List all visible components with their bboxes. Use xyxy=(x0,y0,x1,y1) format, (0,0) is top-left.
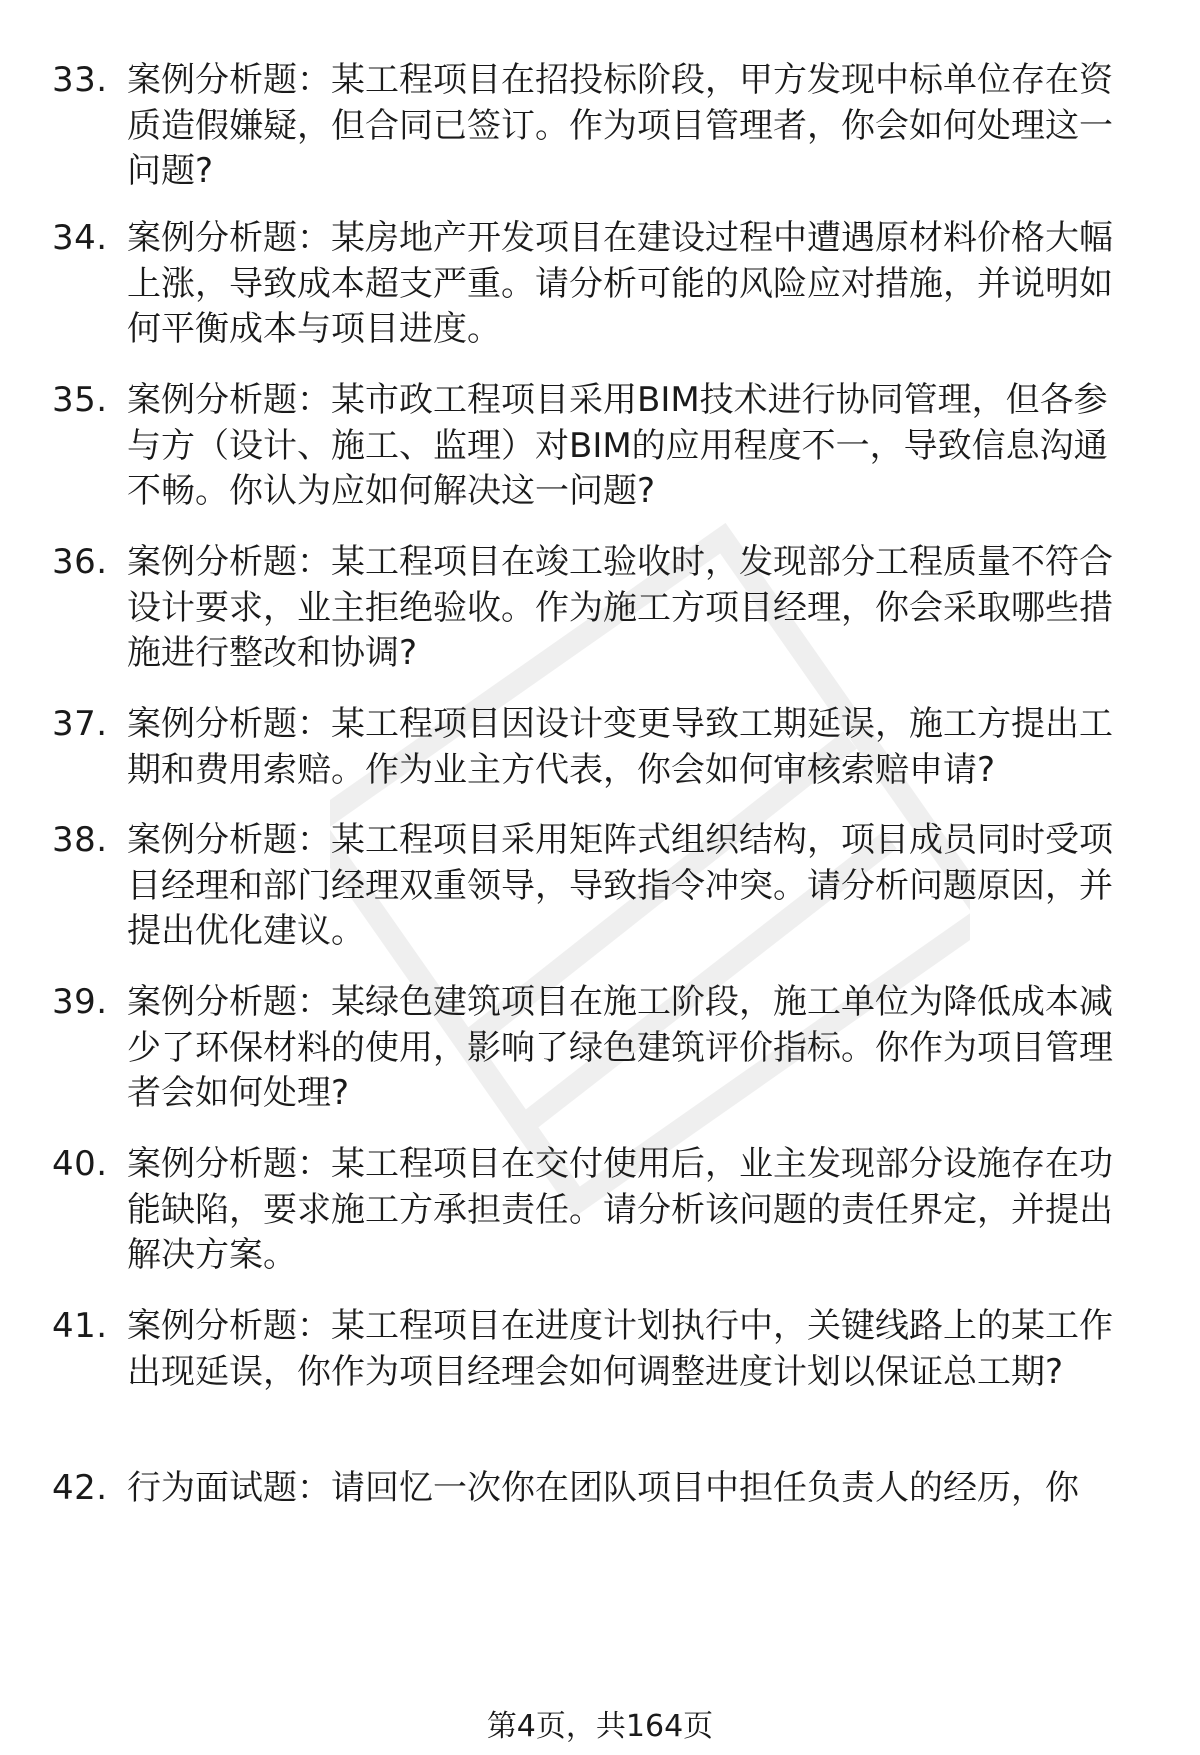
question-number: 36. xyxy=(52,542,108,582)
question-number: 35. xyxy=(52,380,108,420)
question-text: 案例分析题：某工程项目在竣工验收时，发现部分工程质量不符合设计要求，业主拒绝验收。作为施工方项目经理，你会采取哪些措施进行整改和协调? xyxy=(127,542,1113,673)
question-text: 案例分析题：某绿色建筑项目在施工阶段，施工单位为降低成本减少了环保材料的使用，影响了绿色建筑评价指标。你作为项目管理者会如何处理? xyxy=(127,982,1113,1113)
question-number: 33. xyxy=(52,60,108,100)
question-number: 42. xyxy=(52,1468,108,1508)
question-text: 案例分析题：某工程项目在交付使用后，业主发现部分设施存在功能缺陷，要求施工方承担责任。请分析该问题的责任界定，并提出解决方案。 xyxy=(127,1144,1113,1275)
question-text: 案例分析题：某工程项目因设计变更导致工期延误，施工方提出工期和费用索赔。作为业主方代表，你会如何审核索赔申请? xyxy=(127,704,1113,790)
question-number: 41. xyxy=(52,1306,108,1346)
question-text: 案例分析题：某市政工程项目采用BIM技术进行协同管理，但各参与方（设计、施工、监理）对BIM的应用程度不一，导致信息沟通不畅。你认为应如何解决这一问题? xyxy=(127,380,1108,511)
question-number: 34. xyxy=(52,218,108,258)
question-text: 案例分析题：某工程项目采用矩阵式组织结构，项目成员同时受项目经理和部门经理双重领导，导致指令冲突。请分析问题原因，并提出优化建议。 xyxy=(127,820,1113,951)
page-number-footer: 第4页，共164页 xyxy=(486,1709,714,1744)
question-number: 40. xyxy=(52,1144,108,1184)
question-number: 37. xyxy=(52,704,108,744)
question-text: 案例分析题：某工程项目在进度计划执行中，关键线路上的某工作出现延误，你作为项目经理会如何调整进度计划以保证总工期? xyxy=(127,1306,1113,1392)
question-text: 案例分析题：某房地产开发项目在建设过程中遭遇原材料价格大幅上涨，导致成本超支严重。请分析可能的风险应对措施，并说明如何平衡成本与项目进度。 xyxy=(127,218,1113,349)
question-text: 案例分析题：某工程项目在招投标阶段，甲方发现中标单位存在资质造假嫌疑，但合同已签订。作为项目管理者，你会如何处理这一问题? xyxy=(127,60,1113,191)
question-number: 38. xyxy=(52,820,108,860)
question-number: 39. xyxy=(52,982,108,1022)
question-text: 行为面试题：请回忆一次你在团队项目中担任负责人的经历，你 xyxy=(127,1468,1079,1508)
